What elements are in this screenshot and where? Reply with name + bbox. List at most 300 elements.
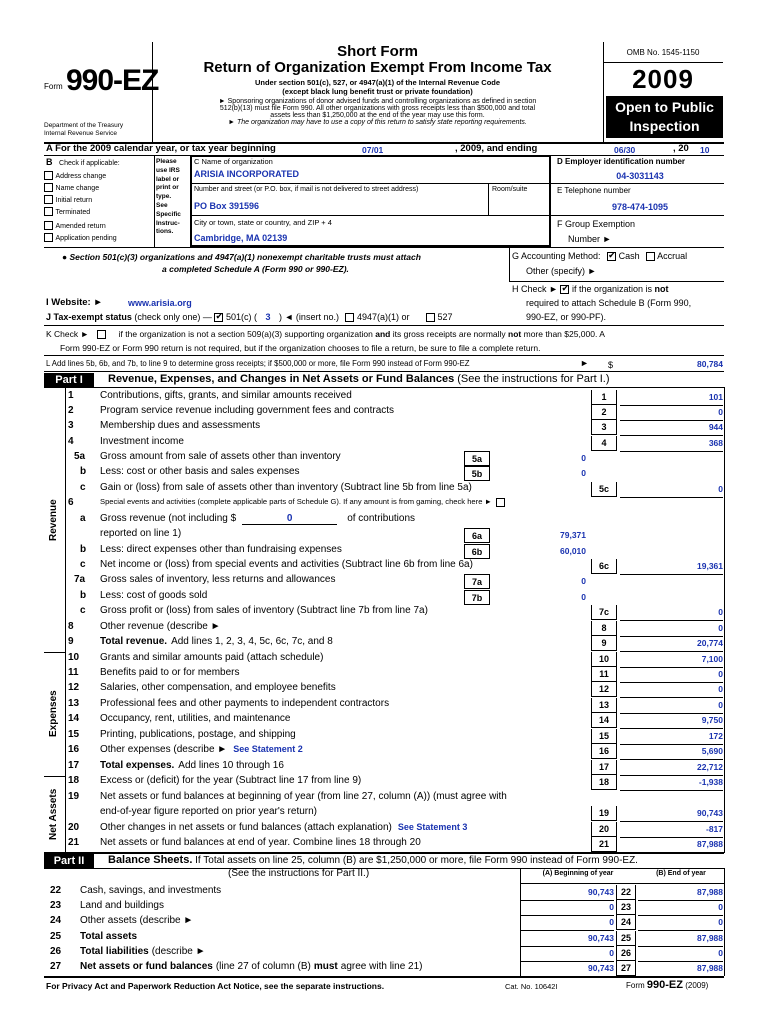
line-text: Printing, publications, postage, and shipping bbox=[100, 729, 296, 740]
checkbox-row-name-change[interactable] bbox=[44, 182, 154, 194]
501c-number[interactable]: 3 bbox=[265, 312, 271, 322]
part1-line-row bbox=[0, 528, 770, 543]
end-of-year-value[interactable]: 87,988 bbox=[638, 885, 723, 901]
street-address[interactable]: PO Box 391596 bbox=[194, 201, 260, 211]
end-of-year-value[interactable]: 0 bbox=[638, 946, 723, 962]
line-amount[interactable]: 5,690 bbox=[620, 744, 723, 760]
inner-line-value[interactable]: 0 bbox=[581, 576, 586, 586]
line-box-number: 17 bbox=[591, 760, 617, 775]
line-text: Excess or (deficit) for the year (Subtract line 17 from line 9) bbox=[100, 775, 362, 786]
except-note: (except black lung benefit trust or private foundation) bbox=[282, 87, 473, 96]
line-amount[interactable]: 0 bbox=[620, 698, 723, 714]
section-501-note-2: a completed Schedule A (Form 990 or 990-EZ). bbox=[162, 264, 349, 274]
line-box-number: 6c bbox=[591, 559, 617, 574]
527-checkbox[interactable] bbox=[426, 313, 435, 322]
line-number: 20 bbox=[68, 822, 80, 833]
line-number: c bbox=[80, 559, 86, 570]
inner-line-box: 5b bbox=[464, 466, 490, 481]
line-number: 15 bbox=[68, 729, 80, 740]
open-public-line1: Open to Public bbox=[615, 99, 714, 115]
inner-line-box: 7b bbox=[464, 590, 490, 605]
section-501-note-1: ● Section 501(c)(3) organizations and 4947(a)(1) nonexempt charitable trusts must attach bbox=[62, 252, 421, 262]
line-amount[interactable]: 0 bbox=[620, 682, 723, 698]
line-h bbox=[512, 284, 669, 294]
line-box-number: 25 bbox=[616, 931, 636, 946]
line-box-number: 23 bbox=[616, 900, 636, 915]
line-text-2: Add lines 1, 2, 3, 4, 5c, 6c, 7c, and 8 bbox=[171, 636, 333, 647]
line-k bbox=[46, 329, 605, 339]
under-section: Under section 501(c), 527, or 4947(a)(1) of the Internal Revenue Code bbox=[254, 78, 501, 87]
line-box-number: 15 bbox=[591, 729, 617, 744]
line-amount[interactable]: 0 bbox=[620, 605, 723, 621]
line-text: end-of-year figure reported on prior year's return) bbox=[100, 806, 318, 817]
line-amount[interactable]: 19,361 bbox=[620, 559, 723, 575]
line-k-label: K Check ► bbox=[46, 329, 89, 339]
line-number: 1 bbox=[68, 390, 74, 401]
line-number: 12 bbox=[68, 682, 80, 693]
part1-line-row bbox=[0, 574, 770, 589]
line-number: 6 bbox=[68, 497, 74, 508]
line-amount[interactable]: 0 bbox=[620, 621, 723, 637]
initial-return-checkbox[interactable] bbox=[44, 195, 53, 204]
part2-line-row bbox=[0, 931, 770, 946]
part2-line-row bbox=[0, 900, 770, 915]
please-line: type. bbox=[156, 193, 172, 201]
line-l-text: L Add lines 5b, 6b, and 7b, to line 9 to determine gross receipts; if $500,000 or more, file Form 990 instead of Form 990-EZ bbox=[46, 359, 470, 368]
line-text: Gross profit or (loss) from sales of inventory (Subtract line 7b from line 7a) bbox=[100, 605, 428, 616]
line-text-2: Add lines 10 through 16 bbox=[178, 760, 284, 771]
tax-exempt-status-label: J Tax-exempt status bbox=[46, 312, 132, 322]
end-of-year-value[interactable]: 87,988 bbox=[638, 931, 723, 947]
applicable-checkboxes bbox=[44, 170, 154, 244]
other-specify-label: Other (specify) ► bbox=[526, 266, 597, 276]
line-amount[interactable]: 0 bbox=[620, 482, 723, 498]
omb-number: OMB No. 1545-1150 bbox=[626, 48, 700, 57]
line-number: 10 bbox=[68, 652, 80, 663]
line-text-t4: agree with line 21) bbox=[340, 961, 423, 972]
line-text: Other assets (describe ► bbox=[80, 915, 194, 926]
part1-heading bbox=[108, 373, 610, 385]
city-state-zip[interactable]: Cambridge, MA 02139 bbox=[194, 233, 288, 243]
part1-line-row bbox=[0, 513, 770, 528]
line-text: Program service revenue including government fees and contracts bbox=[100, 405, 395, 416]
line-number: c bbox=[80, 482, 86, 493]
part1-line-row bbox=[0, 682, 770, 697]
line-box-number: 27 bbox=[616, 961, 636, 976]
line-number: 3 bbox=[68, 420, 74, 431]
part1-line-row bbox=[0, 590, 770, 605]
line-text: Total revenue. bbox=[100, 636, 168, 647]
line-h-text: if the organization is bbox=[571, 284, 652, 294]
line-text: reported on line 1) bbox=[100, 528, 182, 539]
address-change-label: Address change bbox=[55, 173, 107, 180]
checkbox-row-address-change[interactable] bbox=[44, 170, 154, 182]
beginning-of-year-value[interactable]: 0 bbox=[520, 900, 614, 916]
state-note: ► The organization may have to use a copy of this return to satisfy state reporting requirements. bbox=[228, 119, 527, 126]
part2-title: Balance Sheets. bbox=[108, 854, 193, 866]
net-assets-side-label: Net Assets bbox=[48, 788, 59, 840]
line-k-text-a: if the organization is not a section 509(a)(3) supporting organization bbox=[118, 329, 373, 339]
part1-line-row bbox=[0, 791, 770, 806]
line-box-number: 22 bbox=[616, 885, 636, 900]
tax-year: 2009 bbox=[632, 64, 694, 94]
line-amount[interactable]: -1,938 bbox=[620, 775, 723, 791]
line-amount[interactable]: 22,712 bbox=[620, 760, 723, 776]
col-b-title: (B) End of year bbox=[656, 870, 706, 877]
line-k-text-c: its gross receipts are normally bbox=[392, 329, 506, 339]
line-amount[interactable]: 9,750 bbox=[620, 713, 723, 729]
gaming-checkbox[interactable] bbox=[496, 498, 505, 507]
line-l-arrow: ► bbox=[580, 358, 589, 368]
line-box-number: 7c bbox=[591, 605, 617, 620]
line-number: 25 bbox=[50, 931, 62, 942]
website-value[interactable]: www.arisia.org bbox=[128, 298, 192, 308]
line-number: 18 bbox=[68, 775, 80, 786]
part1-line-row bbox=[0, 559, 770, 574]
line-text: Grants and similar amounts paid (attach schedule) bbox=[100, 652, 324, 663]
footer-form-year: (2009) bbox=[685, 981, 709, 990]
line-box-number: 3 bbox=[591, 420, 617, 435]
line-text-t3: must bbox=[313, 961, 338, 972]
application-pending-label: Application pending bbox=[55, 235, 117, 242]
line-number: 4 bbox=[68, 436, 74, 447]
line-box-number: 12 bbox=[591, 682, 617, 697]
inner-line-box: 6b bbox=[464, 544, 490, 559]
inner-line-value[interactable]: 0 bbox=[581, 453, 586, 463]
col-a-header bbox=[520, 870, 636, 877]
beginning-of-year-value[interactable]: 90,743 bbox=[520, 961, 614, 977]
line-text: Total assets bbox=[80, 931, 138, 942]
line-text: Other revenue (describe ► bbox=[100, 621, 221, 632]
line-box-number: 11 bbox=[591, 667, 617, 682]
line-amount[interactable]: 7,100 bbox=[620, 652, 723, 668]
part1-line-row bbox=[0, 405, 770, 420]
checkbox-row-amended-return[interactable] bbox=[44, 220, 154, 232]
line-text: Contributions, gifts, grants, and similar amounts received bbox=[100, 390, 352, 401]
527-label: 527 bbox=[437, 312, 453, 322]
line-box-number: 18 bbox=[591, 775, 617, 790]
address-change-checkbox[interactable] bbox=[44, 171, 53, 180]
line-number: 26 bbox=[50, 946, 62, 957]
line-amount[interactable]: 87,988 bbox=[620, 837, 723, 853]
part1-line-row bbox=[0, 544, 770, 559]
inner-line-value[interactable]: 79,371 bbox=[560, 530, 586, 540]
part1-line-row bbox=[0, 390, 770, 405]
part1-line-row bbox=[0, 729, 770, 744]
please-line: Specific bbox=[156, 210, 181, 218]
line-text: Salaries, other compensation, and employee benefits bbox=[100, 682, 336, 693]
501c-checkbox[interactable] bbox=[214, 313, 223, 322]
part1-line-row bbox=[0, 451, 770, 466]
line-text: Other changes in net assets or fund balances (attach explanation) bbox=[100, 822, 392, 833]
line-amount[interactable]: 20,774 bbox=[620, 636, 723, 652]
expenses-side-label: Expenses bbox=[48, 690, 59, 738]
line-number: 24 bbox=[50, 915, 62, 926]
line-text-t2: (describe ► bbox=[151, 946, 206, 957]
line-number: 22 bbox=[50, 885, 62, 896]
cash-label: Cash bbox=[618, 251, 640, 261]
4947-checkbox[interactable] bbox=[345, 313, 354, 322]
city-label: City or town, state or country, and ZIP + 4 bbox=[194, 218, 332, 227]
line-text: Net assets or fund balances at end of year. Combine lines 18 through 20 bbox=[100, 837, 421, 848]
sponsor-note-1: ► Sponsoring organizations of donor advised funds and controlling organizations as defined in section bbox=[218, 98, 537, 105]
terminated-checkbox[interactable] bbox=[44, 207, 53, 216]
please-line: See bbox=[156, 201, 168, 209]
please-line: label or bbox=[156, 175, 180, 183]
part2-heading bbox=[108, 854, 638, 866]
line-a-yr-prefix: , 20 bbox=[673, 143, 689, 154]
checkbox-row-initial-return[interactable] bbox=[44, 194, 154, 206]
open-public-line2: Inspection bbox=[629, 118, 700, 134]
please-use-irs-label bbox=[156, 158, 190, 237]
line-b-label: Check if applicable: bbox=[59, 160, 120, 167]
sponsor-note-2: 512(b)(13) must file Form 990. All other organizations with gross receipts less than $500,000 and total bbox=[219, 105, 536, 112]
line-j bbox=[46, 312, 453, 322]
part1-note: (See the instructions for Part I.) bbox=[457, 373, 610, 385]
tax-year-end-yr[interactable]: 10 bbox=[700, 145, 710, 155]
gaming-contributions-value[interactable]: 0 bbox=[242, 513, 337, 525]
line-text: Occupancy, rent, utilities, and maintenance bbox=[100, 713, 291, 724]
line-box-number: 19 bbox=[591, 806, 617, 821]
line-box-number: 4 bbox=[591, 436, 617, 451]
line-k-not: not bbox=[508, 329, 522, 339]
please-line: tions. bbox=[156, 228, 174, 236]
schedule-b-checkbox[interactable] bbox=[560, 285, 569, 294]
initial-return-label: Initial return bbox=[55, 197, 93, 204]
open-to-public-banner bbox=[606, 96, 723, 138]
irs-label: Internal Revenue Service bbox=[44, 130, 117, 137]
line-number: 19 bbox=[68, 791, 80, 802]
line-number: c bbox=[80, 605, 86, 616]
line-number: 5a bbox=[74, 451, 86, 462]
part1-line-row bbox=[0, 436, 770, 451]
line-text: Professional fees and other payments to independent contractors bbox=[100, 698, 390, 709]
line-box-number: 2 bbox=[591, 405, 617, 420]
inner-line-value[interactable]: 60,010 bbox=[560, 546, 586, 556]
line-number: 2 bbox=[68, 405, 74, 416]
accounting-method bbox=[512, 251, 687, 261]
ein-value[interactable]: 04-3031143 bbox=[616, 171, 664, 181]
insert-no-label: ) ◄ (insert no.) bbox=[279, 312, 339, 322]
line-text: Gross revenue (not including $ bbox=[100, 513, 237, 524]
line-number: 7a bbox=[74, 574, 86, 585]
part1-line-row bbox=[0, 806, 770, 821]
amended-return-label: Amended return bbox=[55, 223, 106, 230]
line-text: Other expenses (describe ► bbox=[100, 744, 228, 755]
part1-line-row bbox=[0, 420, 770, 435]
line-number: 16 bbox=[68, 744, 80, 755]
line-box-number: 26 bbox=[616, 946, 636, 961]
form-number: 990-EZ bbox=[66, 64, 159, 97]
statement-reference[interactable]: See Statement 3 bbox=[397, 822, 468, 832]
part1-line-row bbox=[0, 775, 770, 790]
line-number: 23 bbox=[50, 900, 62, 911]
checkbox-row-terminated[interactable] bbox=[44, 206, 154, 220]
beginning-of-year-value[interactable]: 90,743 bbox=[520, 885, 614, 901]
part1-title: Revenue, Expenses, and Changes in Net Assets or Fund Balances bbox=[108, 373, 455, 385]
check-only-one: (check only one) — bbox=[134, 312, 212, 322]
line-amount[interactable]: 944 bbox=[620, 420, 723, 436]
part2-note: If Total assets on line 25, column (B) are $1,250,000 or more, file Form 990 instead of Form 990-EZ. bbox=[195, 855, 638, 866]
line-amount[interactable]: 0 bbox=[620, 405, 723, 421]
line-a-mid: , 2009, and ending bbox=[455, 143, 538, 154]
col-a-title: (A) Beginning of year bbox=[542, 870, 614, 877]
treasury-dept: Department of the Treasury bbox=[44, 122, 124, 129]
line-box-number: 20 bbox=[591, 822, 617, 837]
please-line: print or bbox=[156, 184, 179, 192]
line-number: 27 bbox=[50, 961, 62, 972]
line-number: b bbox=[80, 590, 87, 601]
line-b bbox=[46, 157, 120, 167]
part1-line-row bbox=[0, 636, 770, 651]
footer-form-id bbox=[626, 979, 708, 991]
footer-form-number: 990-EZ bbox=[646, 979, 683, 991]
line-text: Gain or (loss) from sale of assets other than inventory (Subtract line 5b from line 5a) bbox=[100, 482, 472, 493]
part2-note-2: (See the instructions for Part II.) bbox=[228, 868, 370, 879]
org-name[interactable]: ARISIA INCORPORATED bbox=[194, 169, 300, 179]
revenue-side-label: Revenue bbox=[48, 499, 59, 541]
line-box-number: 8 bbox=[591, 621, 617, 636]
line-b-letter: B bbox=[46, 157, 53, 167]
inner-line-box: 6a bbox=[464, 528, 490, 543]
part1-line-row bbox=[0, 652, 770, 667]
line-k-checkbox[interactable] bbox=[97, 330, 106, 339]
part1-line-row bbox=[0, 744, 770, 759]
cash-checkbox[interactable] bbox=[607, 252, 616, 261]
line-text: Land and buildings bbox=[80, 900, 164, 911]
4947-label: 4947(a)(1) or bbox=[356, 312, 410, 322]
line-text: Total expenses. bbox=[100, 760, 175, 771]
line-text: Net income or (loss) from special events and activities (Subtract line 6b from line 6a) bbox=[100, 559, 473, 570]
line-number: 8 bbox=[68, 621, 74, 632]
beginning-of-year-value[interactable]: 90,743 bbox=[520, 931, 614, 947]
street-label: Number and street (or P.O. box, if mail is not delivered to street address) bbox=[194, 186, 419, 193]
org-name-label: C Name of organization bbox=[194, 157, 273, 166]
line-text-2: of contributions bbox=[347, 513, 416, 524]
inner-line-box: 5a bbox=[464, 451, 490, 466]
beginning-of-year-value[interactable]: 0 bbox=[520, 915, 614, 931]
line-text: Net assets or fund balances bbox=[80, 961, 213, 972]
line-box-number: 21 bbox=[591, 837, 617, 852]
col-b-header bbox=[638, 870, 724, 877]
line-box-number: 13 bbox=[591, 698, 617, 713]
line-h-label: H Check ► bbox=[512, 284, 558, 294]
line-text: Less: direct expenses other than fundraising expenses bbox=[100, 544, 342, 555]
gross-receipts-value[interactable]: 80,784 bbox=[697, 359, 723, 369]
line-amount[interactable]: 368 bbox=[620, 436, 723, 452]
terminated-label: Terminated bbox=[55, 209, 91, 216]
privacy-notice: For Privacy Act and Paperwork Reduction Act Notice, see the separate instructions. bbox=[46, 981, 385, 991]
part2-label: Part II bbox=[44, 854, 94, 868]
line-text: Cash, savings, and investments bbox=[80, 885, 222, 896]
phone-label: E Telephone number bbox=[557, 186, 631, 195]
group-exemption-label: F Group Exemption bbox=[557, 219, 636, 229]
line-number: 21 bbox=[68, 837, 80, 848]
part1-line-row bbox=[0, 482, 770, 497]
line-text: Investment income bbox=[100, 436, 184, 447]
line-k-text-3: Form 990-EZ or Form 990 return is not required, but if the organization chooses to file a return, be sure to file a complete return. bbox=[60, 343, 541, 353]
inner-line-value[interactable]: 0 bbox=[581, 592, 586, 602]
room-suite-label: Room/suite bbox=[492, 186, 528, 193]
line-number: b bbox=[80, 466, 87, 477]
ein-label: D Employer identification number bbox=[557, 157, 686, 166]
line-box-number: 5c bbox=[591, 482, 617, 497]
part1-line-row bbox=[0, 713, 770, 728]
line-amount[interactable]: -817 bbox=[620, 822, 723, 838]
application-pending-checkbox[interactable] bbox=[44, 233, 53, 242]
form-label: Form bbox=[44, 82, 63, 91]
line-number: b bbox=[80, 544, 87, 555]
please-line: Please bbox=[156, 158, 177, 165]
group-exemption-number-label: Number ► bbox=[568, 234, 612, 244]
line-amount[interactable]: 101 bbox=[620, 390, 723, 406]
part1-line-row bbox=[0, 667, 770, 682]
line-h-not: not bbox=[654, 284, 669, 294]
line-amount[interactable]: 0 bbox=[620, 667, 723, 683]
line-text: Gross amount from sale of assets other than inventory bbox=[100, 451, 341, 462]
line-amount[interactable]: 172 bbox=[620, 729, 723, 745]
line-text: Net assets or fund balances at beginning of year (from line 27, column (A)) (must agree with bbox=[100, 791, 507, 802]
line-h-text-2: required to attach Schedule B (Form 990, bbox=[526, 298, 692, 308]
line-box-number: 1 bbox=[591, 390, 617, 405]
part1-line-row bbox=[0, 698, 770, 713]
amended-return-checkbox[interactable] bbox=[44, 221, 53, 230]
line-text-t2: (line 27 of column (B) bbox=[215, 961, 311, 972]
name-change-checkbox[interactable] bbox=[44, 183, 53, 192]
line-box-number: 24 bbox=[616, 915, 636, 930]
line-box-number: 9 bbox=[591, 636, 617, 651]
line-text: Membership dues and assessments bbox=[100, 420, 261, 431]
501c-label: 501(c) ( bbox=[225, 312, 257, 322]
checkbox-row-application-pending[interactable] bbox=[44, 232, 154, 244]
statement-reference[interactable]: See Statement 2 bbox=[233, 744, 303, 754]
please-line: use IRS bbox=[156, 166, 180, 174]
tax-year-end[interactable]: 06/30 bbox=[614, 145, 636, 155]
part1-line-row bbox=[0, 466, 770, 481]
end-of-year-value[interactable]: 0 bbox=[638, 915, 723, 931]
accrual-checkbox[interactable] bbox=[646, 252, 655, 261]
line-box-number: 14 bbox=[591, 713, 617, 728]
line-text: Gross sales of inventory, less returns and allowances bbox=[100, 574, 336, 585]
line-text: Special events and activities (complete applicable parts of Schedule G). If any amount is from gaming, check here ► bbox=[100, 497, 493, 506]
line-number: 9 bbox=[68, 636, 74, 647]
line-number: 17 bbox=[68, 760, 80, 771]
part2-line-row bbox=[0, 915, 770, 930]
line-k-text-e: more than $25,000. A bbox=[523, 329, 605, 339]
line-a-label: A For the 2009 calendar year, or tax year beginning bbox=[46, 143, 276, 154]
part1-line-row bbox=[0, 621, 770, 636]
line-number: a bbox=[80, 513, 86, 524]
line-box-number: 10 bbox=[591, 652, 617, 667]
phone-value[interactable]: 978-474-1095 bbox=[611, 202, 669, 212]
inner-line-value[interactable]: 0 bbox=[581, 468, 586, 478]
title-block bbox=[152, 44, 603, 126]
beginning-of-year-value[interactable]: 0 bbox=[520, 946, 614, 962]
tax-year-begin[interactable]: 07/01 bbox=[362, 145, 384, 155]
line-number: 14 bbox=[68, 713, 80, 724]
part1-line-row bbox=[0, 605, 770, 620]
end-of-year-value[interactable]: 0 bbox=[638, 900, 723, 916]
end-of-year-value[interactable]: 87,988 bbox=[638, 961, 723, 977]
part2-line-row bbox=[0, 961, 770, 976]
line-amount[interactable]: 90,743 bbox=[620, 806, 723, 822]
line-box-number: 16 bbox=[591, 744, 617, 759]
line-text: Less: cost of goods sold bbox=[100, 590, 208, 601]
inner-line-box: 7a bbox=[464, 574, 490, 589]
part2-line-row bbox=[0, 885, 770, 900]
sponsor-note-3: assets less than $1,250,000 at the end of the year may use this form. bbox=[270, 112, 485, 119]
cat-number: Cat. No. 10642I bbox=[505, 982, 558, 991]
